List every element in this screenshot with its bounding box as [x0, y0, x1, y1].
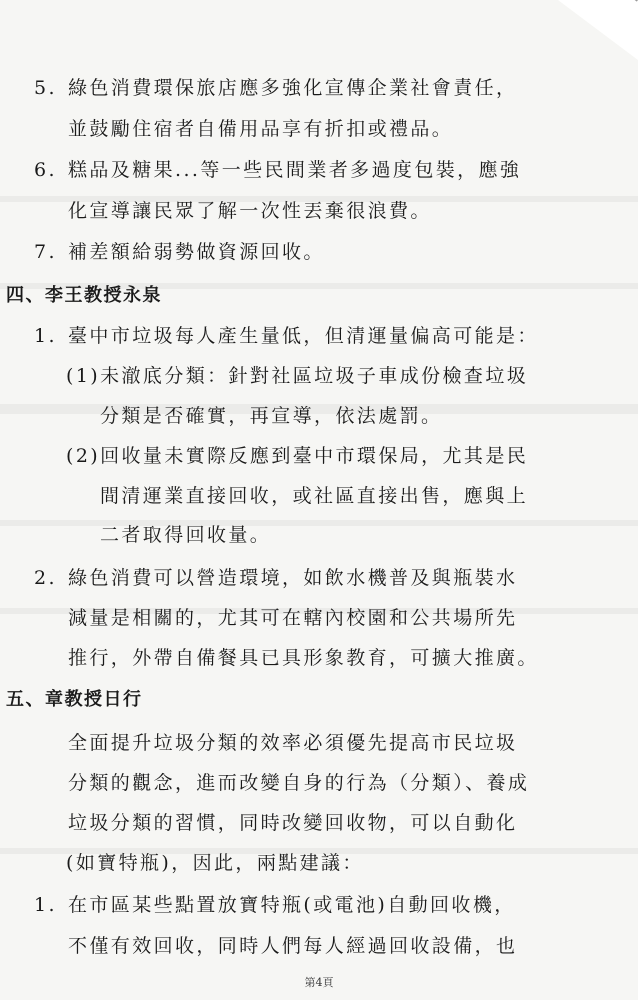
- item-6-line-1: [34, 158, 521, 182]
- item-text: 綠色消費可以營造環境，如飲水機普及與瓶裝水: [68, 567, 518, 589]
- sec4-item-2-line-2: 減量是相關的，尤其可在轄內校園和公共場所先: [68, 607, 518, 629]
- sec4-item-1-line-1: [34, 324, 539, 348]
- item-text: 補差額給弱勢做資源回收。: [68, 241, 325, 263]
- sec5-para-line-1: 全面提升垃圾分類的效率必須優先提高市民垃圾: [68, 732, 518, 754]
- sec5-item-1-line-2: 不僅有效回收，同時人們每人經過回收設備，也: [68, 935, 518, 957]
- section-4-heading: 四、李王教授永泉: [6, 285, 162, 306]
- item-text: 在市區某些點置放寶特瓶(或電池)自動回收機，: [68, 894, 516, 916]
- item-number: 5.: [34, 77, 57, 99]
- item-number: 6.: [34, 159, 57, 181]
- sec5-para-line-3: 垃圾分類的習慣，同時改變回收物，可以自動化: [68, 812, 518, 834]
- sec5-item-1-line-1: [34, 893, 516, 917]
- sec4-sub-1-line-2: 分類是否確實，再宣導，依法處罰。: [100, 405, 443, 427]
- folded-corner: [558, 0, 638, 60]
- item-5-line-1: [34, 76, 517, 100]
- sec4-sub-2-line-1: (2)回收量未實際反應到臺中市環保局，尤其是民: [66, 445, 529, 467]
- item-number: 1.: [34, 325, 57, 347]
- item-number: 2.: [34, 567, 57, 589]
- item-6-line-2: 化宣導讓民眾了解一次性丟棄很浪費。: [68, 200, 432, 222]
- item-text: 臺中市垃圾每人產生量低，但清運量偏高可能是：: [68, 325, 539, 347]
- item-number: 7.: [34, 241, 57, 263]
- sec4-sub-2-line-2: 間清運業直接回收，或社區直接出售，應與上: [100, 485, 529, 507]
- page-number: 第4頁: [304, 976, 334, 989]
- sec4-item-2-line-3: 推行，外帶自備餐具已具形象教育，可擴大推廣。: [68, 647, 539, 669]
- item-text: 糕品及糖果...等一些民間業者多過度包裝，應強: [68, 159, 522, 181]
- bleed-through-line: [0, 520, 638, 526]
- item-number: 1.: [34, 894, 57, 916]
- sec5-para-line-4: (如寶特瓶)，因此，兩點建議：: [66, 852, 364, 874]
- item-5-line-2: 並鼓勵住宿者自備用品享有折扣或禮品。: [68, 118, 454, 140]
- item-text: 綠色消費環保旅店應多強化宣傳企業社會責任，: [68, 77, 518, 99]
- section-5-heading: 五、章教授日行: [6, 689, 143, 710]
- sec4-item-2-line-1: [34, 566, 517, 590]
- sec4-sub-1-line-1: (1)未澈底分類：針對社區垃圾子車成份檢查垃圾: [66, 365, 529, 387]
- sec4-sub-2-line-3: 二者取得回收量。: [100, 524, 272, 546]
- item-7-line-1: [34, 240, 325, 264]
- sec5-para-line-2: 分類的觀念，進而改變自身的行為（分類）、養成: [68, 772, 530, 794]
